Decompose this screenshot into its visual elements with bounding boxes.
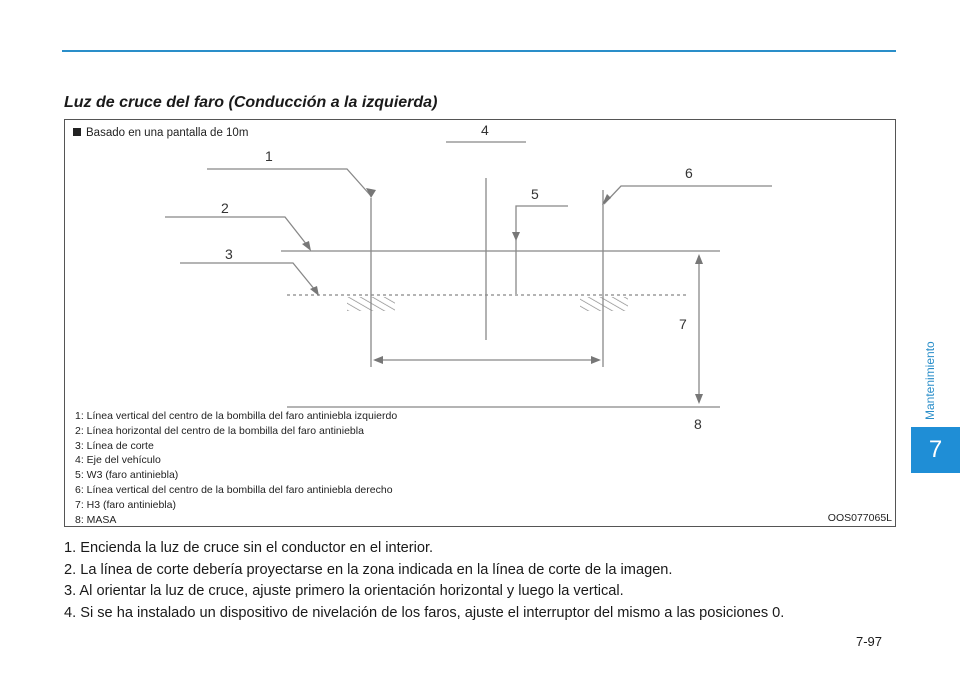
label-number-7: 7 <box>679 316 687 332</box>
label-number-1: 1 <box>265 148 273 164</box>
legend-item: 7: H3 (faro antiniebla) <box>75 498 176 511</box>
hatch-zone-left <box>347 297 395 311</box>
figure-legend <box>75 409 397 527</box>
label-number-4: 4 <box>481 122 489 138</box>
legend-item: 3: Línea de corte <box>75 439 154 452</box>
step-item: 2. La línea de corte debería proyectarse en la zona indicada en la línea de corte de la imagen. <box>64 561 673 578</box>
label-number-5: 5 <box>531 186 539 202</box>
step-item: 3. Al orientar la luz de cruce, ajuste primero la orientación horizontal y luego la vertical. <box>64 583 624 599</box>
label-number-6: 6 <box>685 165 693 181</box>
leader-6-line <box>604 186 772 204</box>
step-item: 1. Encienda la luz de cruce sin el conductor en el interior. <box>64 540 434 556</box>
figure-code: OOS077065L <box>827 512 892 524</box>
hatch-zone-right <box>580 297 628 311</box>
label-number-2: 2 <box>221 200 229 216</box>
arrow-h3-bottom-head <box>695 394 703 404</box>
leader-3-line <box>180 263 315 290</box>
legend-item: 4: Eje del vehículo <box>75 454 161 467</box>
label-number-8: 8 <box>694 416 702 432</box>
chapter-tab: 7 <box>911 427 960 473</box>
legend-item: 5: W3 (faro antiniebla) <box>75 469 179 482</box>
arrow-2-head <box>302 241 311 251</box>
chapter-side-label: Mantenimiento <box>923 341 937 420</box>
leader-5-line <box>516 206 568 239</box>
arrow-5-head <box>512 232 520 241</box>
arrow-width-left-head <box>373 356 383 364</box>
arrow-width-right-head <box>591 356 601 364</box>
arrow-h3-top-head <box>695 254 703 264</box>
label-number-3: 3 <box>225 246 233 262</box>
instruction-steps <box>64 538 784 624</box>
legend-item: 1: Línea vertical del centro de la bombilla del faro antiniebla izquierdo <box>75 410 398 422</box>
section-title: Luz de cruce del faro (Conducción a la izquierda) <box>64 94 438 111</box>
legend-item: 8: MASA <box>75 513 117 526</box>
legend-item: 2: Línea horizontal del centro de la bombilla del faro antiniebla <box>75 424 364 437</box>
step-item: 4. Si se ha instalado un dispositivo de nivelación de los faros, ajuste el interruptor del mismo a las posiciones 0. <box>64 604 785 621</box>
figure-note-text: Basado en una pantalla de 10m <box>86 127 249 139</box>
leader-2-line <box>165 217 307 245</box>
legend-item: 6: Línea vertical del centro de la bombilla del faro antiniebla derecho <box>75 483 393 496</box>
headlamp-aiming-figure <box>64 119 896 527</box>
leader-1-line <box>207 169 371 196</box>
header-rule <box>62 50 896 52</box>
page-number: 7-97 <box>856 634 883 649</box>
